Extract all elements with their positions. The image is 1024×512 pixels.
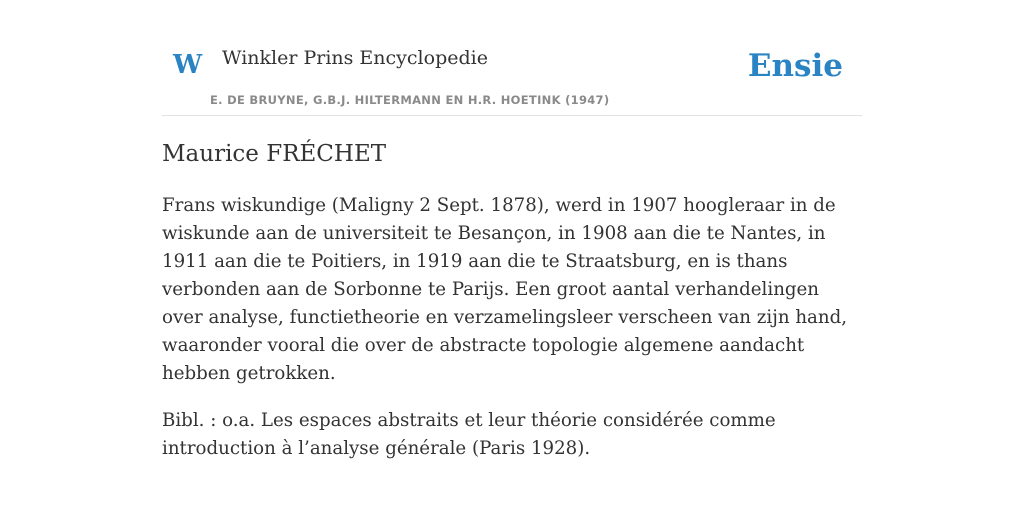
encyclopedia-card — [162, 0, 862, 463]
encyclopedia-title[interactable]: Winkler Prins Encyclopedie — [222, 47, 488, 69]
entry-body: Frans wiskundige (Maligny 2 Sept. 1878), werd in 1907 hoogleraar in de wiskunde aan de universiteit te Besançon, in 1908 aan die te Nantes, in 1911 aan die te Poitiers, in 1919 aan die te Straatsburg, en is thans verbonden aan de Sorbonne te Parijs. Een groot aantal verhandelingen over analyse, functietheorie en verzamelingsleer verscheen van zijn hand, waaronder vooral die over de abstracte topologie algemene aandacht hebben getrokken. — [162, 194, 848, 384]
source-header — [162, 0, 862, 116]
entry-bibliography: Bibl. : o.a. Les espaces abstraits et leur théorie considérée comme introduction à l’analyse générale (Paris 1928). — [162, 409, 776, 459]
encyclopedia-authors: E. DE BRUYNE, G.B.J. HILTERMANN EN H.R. HOETINK (1947) — [210, 93, 610, 107]
entry-title: Maurice FRÉCHET — [162, 141, 387, 167]
encyclopedia-logo-icon[interactable]: W — [173, 50, 203, 80]
ensie-logo[interactable]: Ensie — [747, 48, 843, 84]
